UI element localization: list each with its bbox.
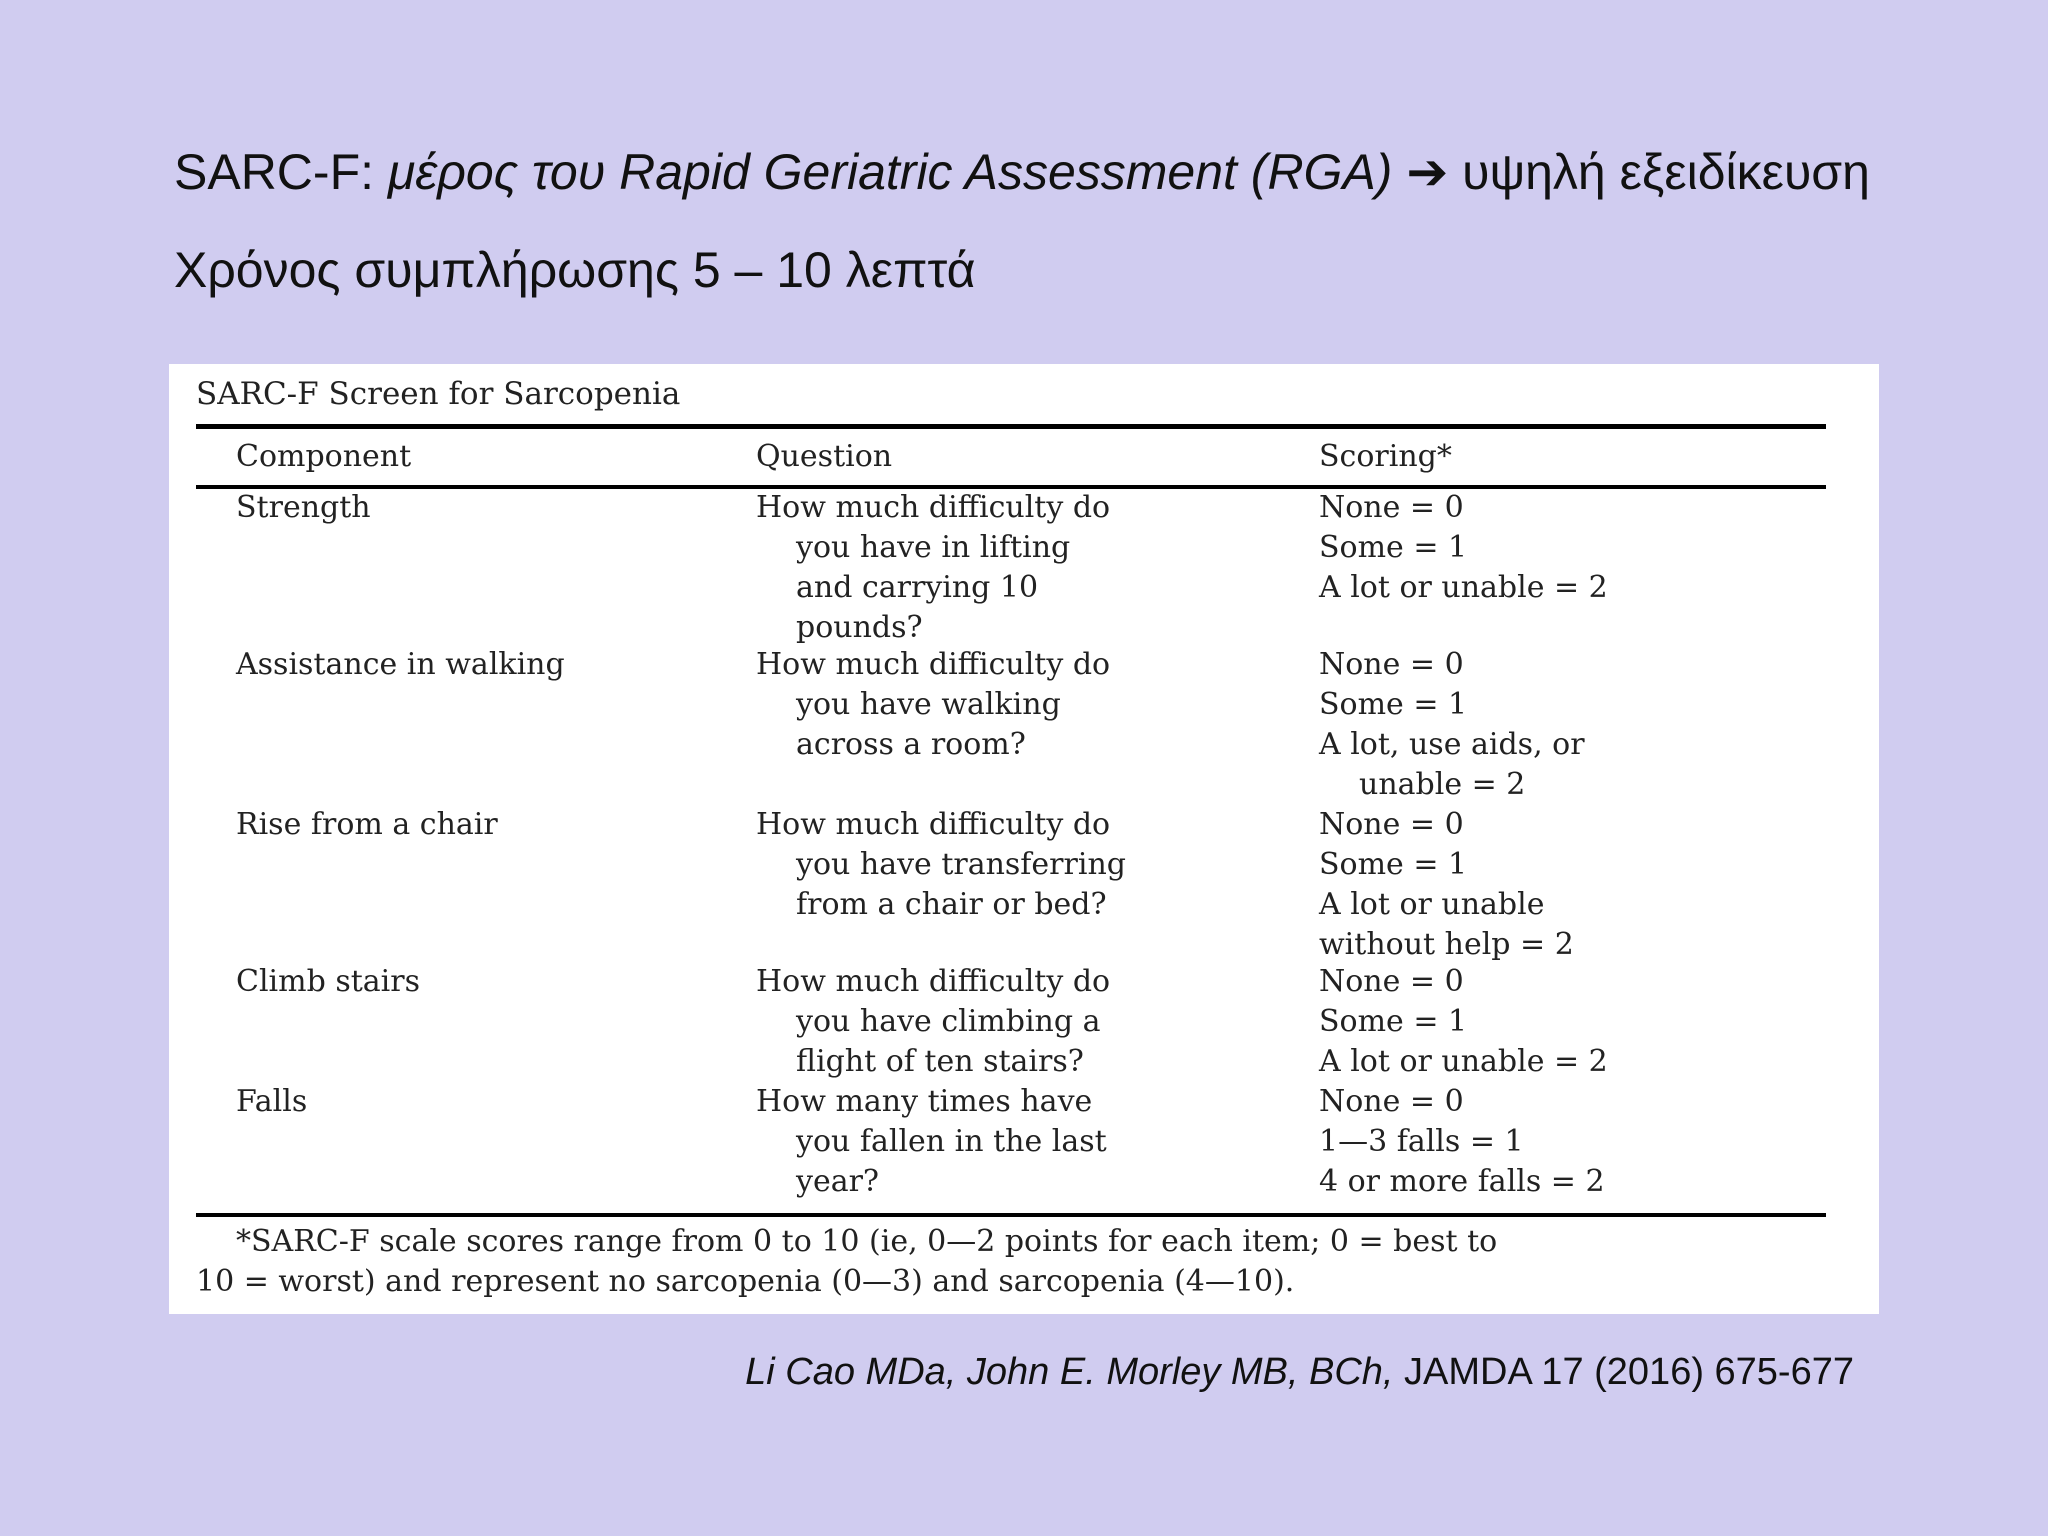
scoring-line: A lot or unable = 2 <box>1319 1044 1608 1079</box>
scoring-line: None = 0 <box>1319 490 1464 525</box>
question-line: you have walking <box>796 687 1061 722</box>
row-component: Assistance in walking <box>236 647 565 682</box>
row-scoring <box>1319 962 1839 1082</box>
scoring-line: without help = 2 <box>1319 927 1574 962</box>
scoring-line: 1—3 falls = 1 <box>1319 1124 1524 1159</box>
question-line: you fallen in the last <box>796 1124 1107 1159</box>
footnote-line: *SARC-F scale scores range from 0 to 10 (ie, 0—2 points for each item; 0 = best to <box>236 1224 1498 1259</box>
question-line: How much difficulty do <box>756 964 1111 999</box>
question-line: How many times have <box>756 1084 1093 1119</box>
row-component: Falls <box>236 1084 308 1119</box>
row-scoring <box>1319 1082 1839 1202</box>
table-top-rule <box>196 424 1826 429</box>
scoring-line: None = 0 <box>1319 647 1464 682</box>
scoring-line: None = 0 <box>1319 807 1464 842</box>
question-line: How much difficulty do <box>756 490 1111 525</box>
scoring-line: Some = 1 <box>1319 530 1468 565</box>
row-scoring <box>1319 645 1839 805</box>
row-component: Climb stairs <box>236 964 420 999</box>
table-bottom-rule <box>196 1213 1826 1217</box>
row-question <box>756 962 1276 1082</box>
slide-subtitle: Χρόνος συμπλήρωσης 5 – 10 λεπτά <box>174 242 976 298</box>
sarc-f-table <box>169 364 1879 1314</box>
question-line: pounds? <box>796 610 923 645</box>
row-scoring <box>1319 805 1839 965</box>
question-line: you have transferring <box>796 847 1126 882</box>
row-scoring <box>1319 488 1839 608</box>
header-scoring: Scoring* <box>1319 439 1452 474</box>
footnote-line: 10 = worst) and represent no sarcopenia (0—3) and sarcopenia (4—10). <box>196 1264 1295 1299</box>
question-line: across a room? <box>796 727 1026 762</box>
header-question: Question <box>756 439 893 474</box>
scoring-line: 4 or more falls = 2 <box>1319 1164 1605 1199</box>
title-italic: μέρος του Rapid Geriatric Assessment (RGA) <box>387 144 1393 200</box>
scoring-line: Some = 1 <box>1319 847 1468 882</box>
question-line: flight of ten stairs? <box>796 1044 1084 1079</box>
row-question <box>756 1082 1276 1202</box>
question-line: year? <box>796 1164 880 1199</box>
question-line: and carrying 10 <box>796 570 1039 605</box>
arrow-icon: ➔ <box>1392 144 1463 200</box>
table-caption: SARC-F Screen for Sarcopenia <box>196 376 681 412</box>
row-question <box>756 805 1276 925</box>
row-component: Strength <box>236 490 371 525</box>
citation-journal: JAMDA 17 (2016) 675-677 <box>1393 1351 1854 1393</box>
title-prefix: SARC-F: <box>174 144 388 200</box>
citation <box>745 1348 1854 1396</box>
question-line: you have climbing a <box>796 1004 1101 1039</box>
question-line: you have in lifting <box>796 530 1071 565</box>
scoring-line: A lot or unable <box>1319 887 1545 922</box>
question-line: from a chair or bed? <box>796 887 1107 922</box>
scoring-line: A lot or unable = 2 <box>1319 570 1608 605</box>
scoring-line: Some = 1 <box>1319 687 1468 722</box>
scoring-line: A lot, use aids, or <box>1319 727 1585 762</box>
row-question <box>756 645 1276 765</box>
scoring-line: unable = 2 <box>1359 767 1526 802</box>
row-component: Rise from a chair <box>236 807 498 842</box>
citation-authors: Li Cao MDa, John E. Morley MB, BCh, <box>745 1351 1394 1393</box>
scoring-line: None = 0 <box>1319 1084 1464 1119</box>
scoring-line: None = 0 <box>1319 964 1464 999</box>
question-line: How much difficulty do <box>756 807 1111 842</box>
slide-title <box>174 142 1870 202</box>
row-question <box>756 488 1276 648</box>
question-line: How much difficulty do <box>756 647 1111 682</box>
scoring-line: Some = 1 <box>1319 1004 1468 1039</box>
table-footnote <box>196 1222 1836 1302</box>
title-suffix: υψηλή εξειδίκευση <box>1462 144 1870 200</box>
header-component: Component <box>236 439 412 474</box>
